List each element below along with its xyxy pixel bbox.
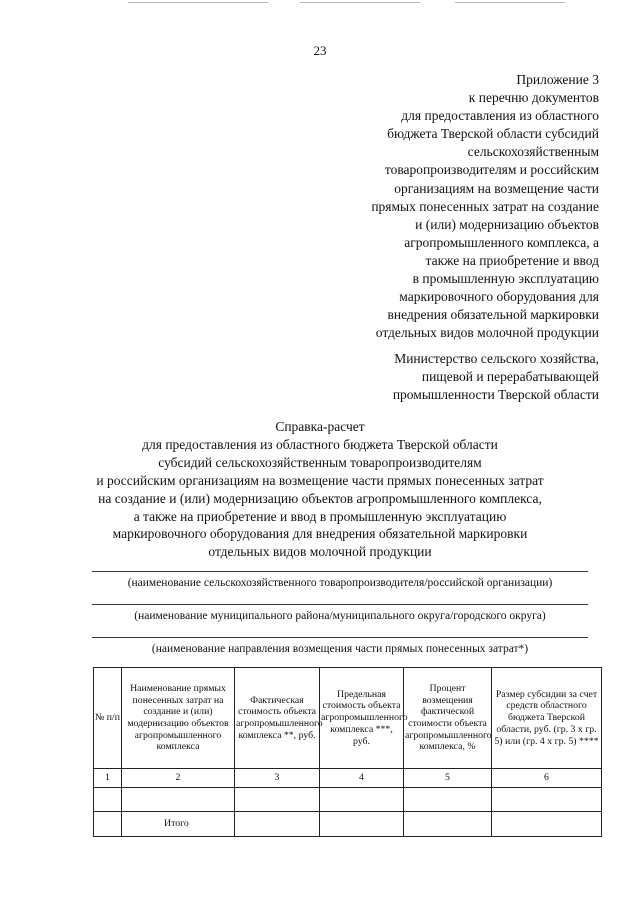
table-row <box>94 788 602 812</box>
municipality-caption: (наименование муниципального района/муниципального округа/городского округа) <box>134 610 546 622</box>
total-row <box>94 812 602 837</box>
producer-name-caption: (наименование сельскохозяйственного товаропроизводителя/российской организации) <box>127 577 553 589</box>
table-cell <box>492 812 602 837</box>
scan-artifact <box>300 2 420 3</box>
table-cell <box>94 812 122 837</box>
addressee-block <box>299 350 599 404</box>
table-cell <box>320 788 404 812</box>
annex-header <box>299 71 599 342</box>
document-heading: Справка-расчет <box>275 419 365 434</box>
column-number-row <box>94 769 602 788</box>
page-number: 23 <box>313 43 327 58</box>
title-line: а также на приобретение и ввод в промышленную эксплуатацию <box>133 508 507 524</box>
title-line: для предоставления из областного бюджета Тверской области <box>142 436 498 452</box>
column-number-cell: 1 <box>94 769 122 788</box>
annex-line: бюджета Тверской области субсидий <box>387 126 599 142</box>
title-line: отдельных видов молочной продукции <box>208 544 432 560</box>
producer-name-line <box>92 571 588 572</box>
annex-line: внедрения обязательной маркировки <box>387 307 599 323</box>
annex-line: и (или) модернизацию объектов <box>415 216 599 232</box>
header-cell-subsidy: Размер субсидии за счет средств областного бюджета Тверской области, руб. (гр. 3 x гр. 5) или (гр. 4 x гр. 5) **** <box>492 668 602 769</box>
title-line: маркировочного оборудования для внедрения обязательной маркировки <box>112 526 528 542</box>
annex-line: также на приобретение и ввод <box>425 252 599 268</box>
annex-line: организациям на возмещение части <box>394 180 599 196</box>
producer-name-field <box>92 571 588 590</box>
addressee-line: Министерство сельского хозяйства, <box>394 351 599 366</box>
scan-artifact <box>128 2 268 3</box>
annex-line: агропромышленного комплекса, а <box>404 234 599 250</box>
annex-line: прямых понесенных затрат на создание <box>371 198 599 214</box>
header-cell-cost-name: Наименование прямых понесенных затрат на создание и (или) модернизацию объектов агропромышленного комплекса <box>122 668 235 769</box>
table-cell <box>235 812 320 837</box>
column-number-cell: 6 <box>492 769 602 788</box>
scan-artifact <box>455 2 565 3</box>
title-line: и российским организациям на возмещение части прямых понесенных затрат <box>96 472 544 488</box>
annex-line: Приложение 3 <box>516 72 599 87</box>
title-line: на создание и (или) модернизацию объектов агропромышленного комплекса, <box>98 490 542 506</box>
annex-line: сельскохозяйственным <box>467 144 599 160</box>
annex-line: товаропроизводителям и российским <box>384 162 599 178</box>
total-label: Итого <box>122 812 235 837</box>
municipality-line <box>92 604 588 605</box>
title-line: субсидий сельскохозяйственным товаропроизводителям <box>158 454 482 470</box>
table-cell <box>492 788 602 812</box>
header-cell-limit-cost: Предельная стоимость объекта агропромышленного комплекса ***, руб. <box>320 668 404 769</box>
header-cell-percent: Процент возмещения фактической стоимости объекта агропромышленного комплекса, % <box>404 668 492 769</box>
annex-line: отдельных видов молочной продукции <box>375 325 599 341</box>
table-header-row <box>94 668 602 769</box>
direction-line <box>92 637 588 638</box>
annex-line: маркировочного оборудования для <box>399 289 599 305</box>
municipality-field <box>92 604 588 623</box>
document-title <box>0 418 640 561</box>
table-cell <box>404 812 492 837</box>
table-cell <box>404 788 492 812</box>
table-cell <box>235 788 320 812</box>
column-number-cell: 5 <box>404 769 492 788</box>
annex-line: для предоставления из областного <box>401 108 599 124</box>
annex-line: в промышленную эксплуатацию <box>412 271 599 287</box>
calculation-table <box>93 667 602 837</box>
column-number-cell: 2 <box>122 769 235 788</box>
direction-field <box>92 637 588 656</box>
addressee-line: пищевой и перерабатывающей <box>421 369 599 385</box>
addressee-line: промышленности Тверской области <box>392 387 599 403</box>
column-number-cell: 4 <box>320 769 404 788</box>
table-cell <box>94 788 122 812</box>
direction-caption: (наименование направления возмещения части прямых понесенных затрат*) <box>151 643 529 655</box>
column-number-cell: 3 <box>235 769 320 788</box>
annex-line: к перечню документов <box>468 90 599 106</box>
header-cell-actual-cost: Фактическая стоимость объекта агропромышленного комплекса **, руб. <box>235 668 320 769</box>
header-cell-number: № п/п <box>94 668 122 769</box>
table-cell <box>320 812 404 837</box>
table-cell <box>122 788 235 812</box>
